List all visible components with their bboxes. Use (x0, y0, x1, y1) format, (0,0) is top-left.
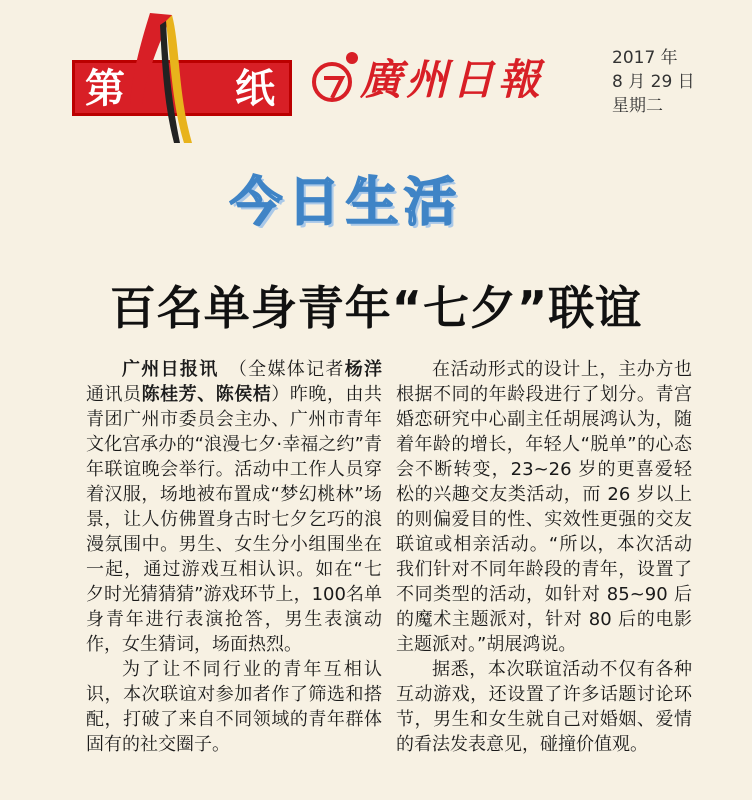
badge-char-di: 第 (85, 66, 125, 112)
article-headline: 百名单身青年“七夕”联谊 (109, 281, 643, 335)
article-paragraph-3: 在活动形式的设计上，主办方也根据不同的年龄段进行了划分。青宫婚恋研究中心副主任胡展鸿认为，随着年龄的增长，年轻人“脱单”的心态会不断转变，23~26 岁的更喜爱轻松的兴趣交友类活动，而 26 岁以上的则偏爱目的性、实效性更强的交友联谊或相亲活动。“所以，本次活动我们针对不同年龄段的青年，设置了不同类型的活动，如针对 85~90 后的魔术主题派对，针对 80 后的电影主题派对。”胡展鸿说。 (396, 359, 692, 655)
byline-correspondent-label: 通讯员 (86, 384, 142, 405)
reporter-name: 杨洋 (344, 359, 383, 380)
article-column-left (86, 357, 382, 757)
paper-name: 廣州日報 (360, 55, 545, 104)
section-title: 今日生活 (230, 173, 463, 233)
byline-close: ） (271, 384, 290, 405)
masthead (0, 0, 752, 160)
article-paragraph-1 (86, 357, 382, 657)
paragraph-1-body: 昨晚，由共青团广州市委员会主办、广州市青年文化宫承办的“浪漫七夕·幸福之约”青年联谊晚会举行。活动中工作人员穿着汉服，场地被布置成“梦幻桃林”场景，让人仿佛置身古时七夕乞巧的浪漫氛围中。男生、女生分小组围坐在一起，通过游戏互相认识。如在“七夕时光猜猜猜”游戏环节上，100名单身青年进行表演抢答，男生表演动作，女生猜词，场面热烈。 (86, 384, 383, 655)
byline-open: （全媒体记者 (227, 359, 345, 380)
issue-month-day: 8 月 29 日 (612, 72, 695, 92)
issue-date (612, 46, 695, 118)
badge-char-zhi: 纸 (235, 66, 275, 112)
guangzhou-daily-logo-icon (310, 48, 360, 108)
dateline: 广州日报讯 (122, 359, 219, 380)
article-paragraph-4: 据悉，本次联谊活动不仅有各种互动游戏，还设置了许多话题讨论环节，男生和女生就自己对婚姻、爱情的看法发表意见，碰撞价值观。 (396, 659, 692, 755)
issue-year: 2017 年 (612, 48, 678, 68)
article-column-right (396, 357, 692, 757)
article-paragraph-2: 为了让不同行业的青年互相认识，本次联谊对参加者作了筛选和搭配，打破了来自不同领域的青年群体固有的社交圈子。 (86, 659, 382, 755)
correspondent-names: 陈桂芳、陈侯桔 (141, 384, 272, 405)
numeral-one-swoosh-icon (80, 5, 200, 145)
issue-weekday: 星期二 (612, 96, 663, 116)
